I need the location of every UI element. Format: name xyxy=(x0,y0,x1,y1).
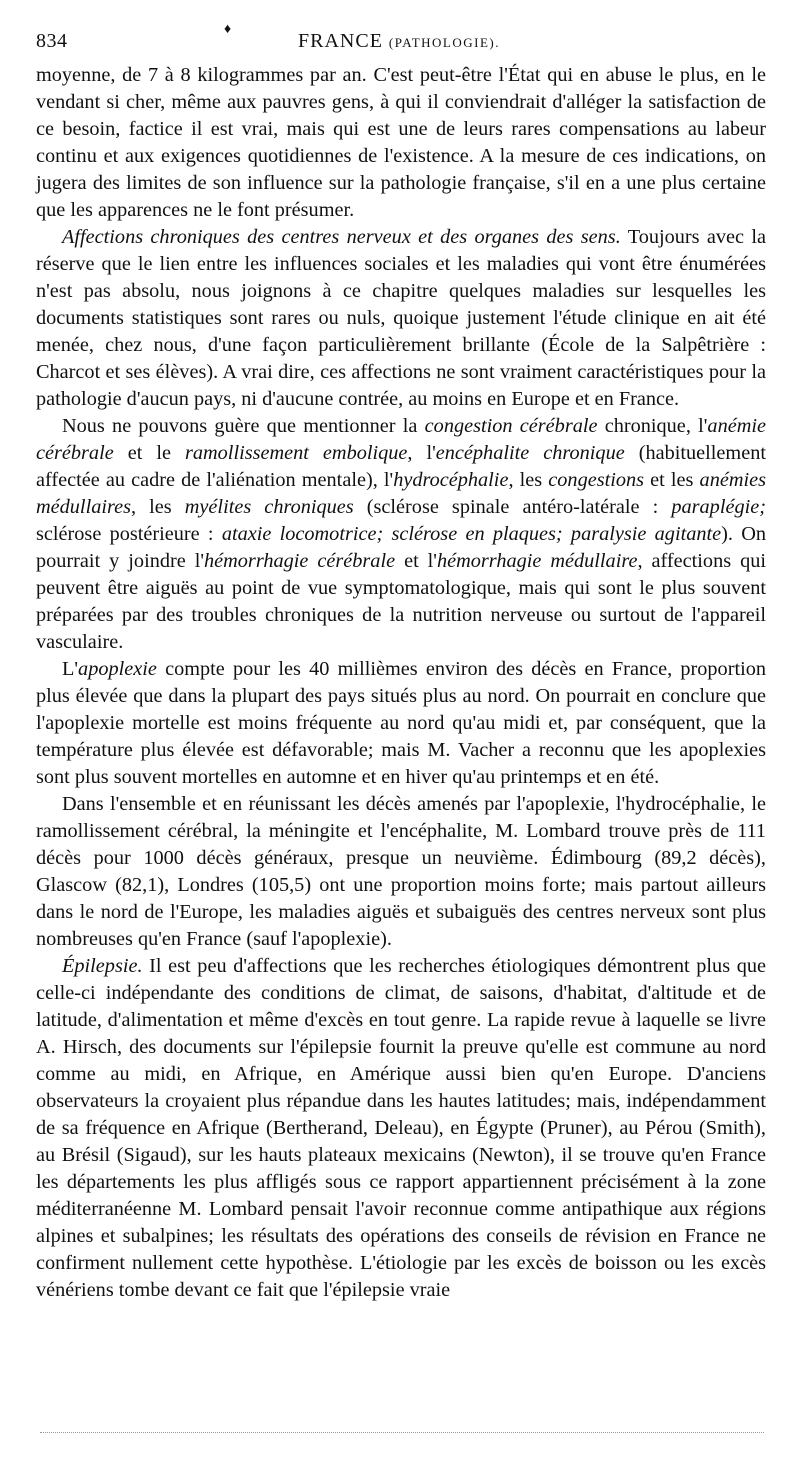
italic-term: ataxie locomotrice; sclérose en plaques; paralysie agitante xyxy=(221,523,722,545)
text-run: Nous ne pouvons guère que mentionner la xyxy=(62,415,425,437)
italic-term: Affections chroniques des centres nerveux et des organes des sens. xyxy=(62,226,621,248)
text-run: , les xyxy=(131,496,185,518)
italic-term: ramollissement embolique xyxy=(184,442,408,464)
ornament-mark: ♦ xyxy=(224,22,232,37)
text-run: chronique, l' xyxy=(597,415,708,437)
text-run: ). On pourrait y joindre l' xyxy=(36,523,767,572)
text-run: (habituellement affectée au cadre de l'aliénation mentale), l' xyxy=(36,442,766,491)
italic-term: encéphalite chronique xyxy=(435,442,625,464)
text-run: et les xyxy=(644,469,700,491)
book-page xyxy=(36,22,766,1304)
italic-term: hydrocéphalie xyxy=(393,469,509,491)
page-number: 834 xyxy=(36,30,68,52)
running-title xyxy=(298,30,500,53)
text-run: compte pour les 40 millièmes environ des décès en France, proportion plus élevée que dans la plupart des pays situés plus au nord. On pourrait en conclure que l'apoplexie mortelle est moins fréquente au nord qu'au midi et, par conséquent, que la température plus élevée est défavorable; mais M. Vacher a reconnu que les apoplexies sont plus souvent mortelles en automne et en hiver qu'au printemps et en été. xyxy=(36,658,766,788)
text-run: , affections qui peuvent être aiguës au point de vue symptomatologique, mais qui sont le plus souvent préparées par des troubles chroniques de la nutrition nerveuse ou surtout de l'appareil vasculaire. xyxy=(36,550,766,653)
italic-term: congestion cérébrale xyxy=(424,415,598,437)
italic-term: hémorrhagie médullaire xyxy=(436,550,638,572)
italic-term: congestions xyxy=(548,469,645,491)
italic-term: hémorrhagie cérébrale xyxy=(204,550,396,572)
text-run: et l' xyxy=(395,550,437,572)
text-run: sclérose postérieure : xyxy=(36,523,222,545)
paragraph-epilepsy xyxy=(36,953,766,1304)
text-run: L' xyxy=(62,658,79,680)
text-run: , l' xyxy=(407,442,436,464)
italic-term: apoplexie xyxy=(78,658,157,680)
paragraph-tobacco: moyenne, de 7 à 8 kilogrammes par an. C'est peut-être l'État qui en abuse le plus, en le vendant si cher, même aux pauvres gens, à qui il conviendrait d'alléger la satisfaction de ce besoin, factice il est vrai, mais qui est une de leurs rares compensations au labeur continu et aux exigences quotidiennes de l'existence. A la mesure de ces indications, on jugera des limites de son influence sur la pathologie française, s'il en a une plus certaine que les apparences ne le font présumer. xyxy=(36,64,766,221)
running-header xyxy=(36,22,766,62)
italic-term: anémie cérébrale xyxy=(36,415,766,464)
italic-term: anémies médullaires xyxy=(36,469,767,518)
running-title-sub: (PATHOLOGIE). xyxy=(388,35,501,50)
text-run: , les xyxy=(508,469,549,491)
italic-term: paraplégie; xyxy=(671,496,766,518)
footer-rule xyxy=(40,1432,764,1433)
paragraph-list-of-diseases xyxy=(36,413,766,656)
paragraph-lombard-statistics: Dans l'ensemble et en réunissant les décès amenés par l'apoplexie, l'hydrocéphalie, le ramollissement cérébral, la méningite et l'encéphalite, M. Lombard trouve près de 111 décès pour 1000 décès généraux, presque un neuvième. Édimbourg (89,2 décès), Glascow (82,1), Londres (105,5) ont une proportion moins forte; mais partout ailleurs dans le nord de l'Europe, les maladies aiguës et subaiguës des centres nerveux sont plus nombreuses qu'en France (sauf l'apoplexie). xyxy=(36,793,766,950)
italic-term: Épilepsie. xyxy=(62,955,143,977)
italic-term: myélites chroniques xyxy=(184,496,354,518)
paragraph-chronic-nervous-affections xyxy=(36,224,766,413)
paragraph-apoplexy xyxy=(36,656,766,791)
text-run: (sclérose spinale antéro-latérale : xyxy=(353,496,672,518)
body-text xyxy=(36,62,766,1304)
running-title-main: FRANCE xyxy=(298,30,383,52)
text-run: Toujours avec la réserve que le lien entre les influences sociales et les maladies qui vont être énumérées n'est pas absolu, nous joignons à ce chapitre quelques maladies sur lesquelles les documents statistiques sont rares ou nuls, quoique justement l'étude clinique en ait été menée, chez nous, d'une façon particulièrement brillante (École de la Salpêtrière : Charcot et ses élèves). A vrai dire, ces affections ne sont vraiment caractéristiques pour la pathologie d'aucun pays, ni d'aucune contrée, au moins en Europe et en France. xyxy=(36,226,766,410)
text-run: Il est peu d'affections que les recherches étiologiques démontrent plus que celle-ci indépendante des conditions de climat, de saisons, d'habitat, d'altitude et de latitude, d'alimentation et même d'excès en tout genre. La rapide revue à laquelle se livre A. Hirsch, des documents sur l'épilepsie fournit la preuve qu'elle est commune au nord comme au midi, en Afrique, en Amérique aussi bien qu'en Europe. D'anciens observateurs la croyaient plus répandue dans les hautes latitudes; mais, indépendamment de sa fréquence en Afrique (Bertherand, Deleau), en Égypte (Pruner), au Pérou (Smith), au Brésil (Sigaud), sur les hauts plateaux mexicains (Newton), il se trouve qu'en France les départements les plus affligés sous ce rapport appartiennent précisément à la zone méditerranéenne M. Lombard pensait l'avoir reconnue comme antipathique aux régions alpines et subalpines; les résultats des opérations des conseils de révision en France ne confirment nullement cette hypothèse. L'étiologie par les excès de boisson ou les excès vénériens tombe devant ce fait que l'épilepsie vraie xyxy=(36,955,766,1301)
text-run: et le xyxy=(113,442,185,464)
